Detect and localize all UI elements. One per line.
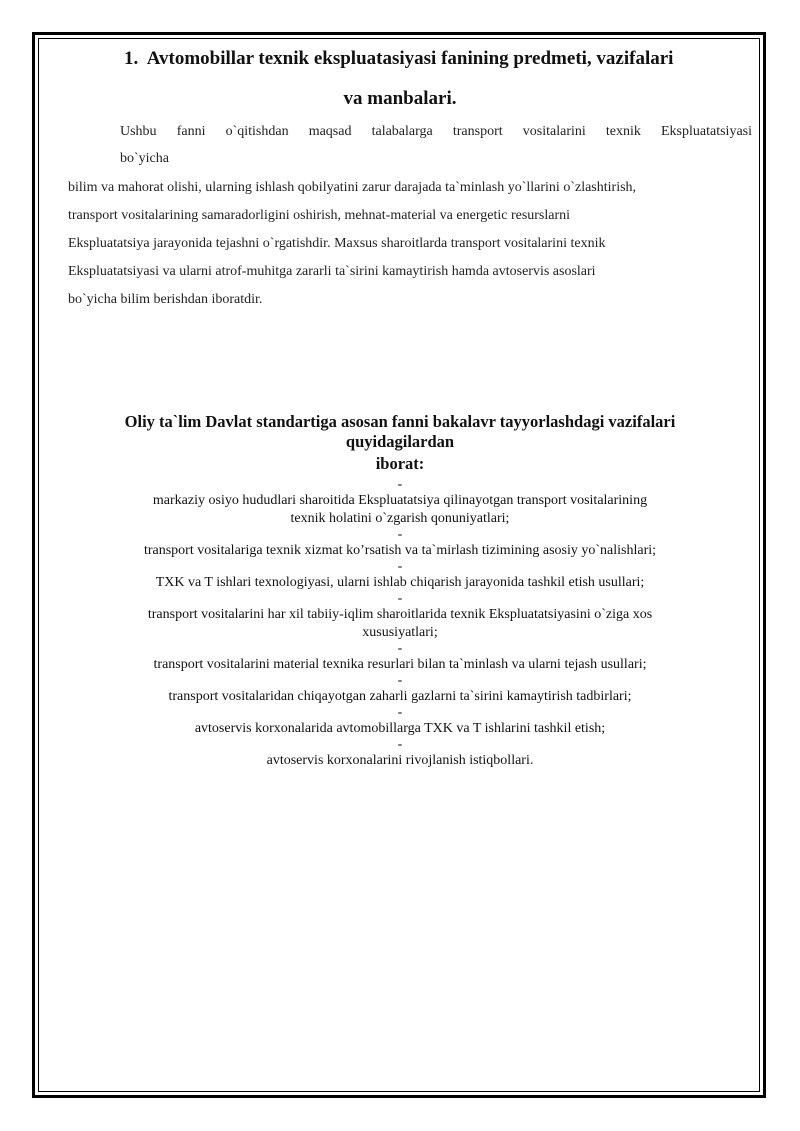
section-title-line1: Oliy ta`lim Davlat standartiga asosan fanni bakalavr tayyorlashdagi vazifalari: [124, 412, 676, 431]
chapter-title-text: Avtomobillar texnik ekspluatasiyasi fanining predmeti, vazifalari: [146, 48, 674, 69]
list-bullet: -: [397, 559, 403, 574]
list-item: [40, 560, 760, 592]
list-item: [40, 706, 760, 738]
list-item-text: avtoservis korxonalarida avtomobillarga TXK va T ishlarini tashkil etish;: [194, 721, 606, 736]
list-bullet: -: [397, 705, 403, 720]
list-bullet: -: [397, 527, 403, 542]
list-item: [40, 528, 760, 560]
intro-line-1: Ushbu fanni o`qitishdan maqsad talabalarga transport vositalarini texnik Ekspluatatsiyasi: [120, 124, 752, 139]
intro-line-7: bo`yicha bilim berishdan iboratdir.: [68, 292, 263, 307]
intro-paragraph: [68, 124, 752, 314]
list-item: [40, 592, 760, 642]
chapter-title-line2: va manbalari.: [343, 88, 457, 109]
intro-line-3: bilim va mahorat olishi, ularning ishlash qobilyatini zarur darajada ta`minlash yo`llarini o`zlashtirish,: [68, 180, 637, 195]
list-item-text: TXK va T ishlari texnologiyasi, ularni ishlab chiqarish jarayonida tashkil etish usullari;: [155, 575, 645, 590]
list-item: [40, 478, 760, 528]
list-bullet: -: [397, 673, 403, 688]
task-list: [40, 478, 760, 770]
list-item: [40, 674, 760, 706]
section-title-line3: iborat:: [375, 454, 425, 473]
list-item-text: transport vositalarini material texnika resurlari bilan ta`minlash va ularni tejash usullari;: [153, 657, 647, 672]
list-item-text: transport vositalariga texnik xizmat ko’rsatish va ta`mirlash tizimining asosiy yo`nalishlari;: [143, 543, 657, 558]
list-item-text: transport vositalarini har xil tabiiy-iqlim sharoitlarida texnik Ekspluatatsiyasini o`ziga xos: [147, 607, 653, 622]
list-bullet: -: [397, 477, 403, 492]
chapter-number: 1.: [124, 48, 139, 69]
list-item-text: avtoservis korxonalarini rivojlanish istiqbollari.: [266, 753, 534, 768]
intro-line-2: bo`yicha: [120, 151, 169, 166]
list-item-text: markaziy osiyo hududlari sharoitida Ekspluatatsiya qilinayotgan transport vositalarining: [152, 493, 648, 508]
list-bullet: -: [397, 591, 403, 606]
section-title-line2: quyidagilardan: [345, 432, 455, 451]
intro-line-6: Ekspluatatsiyasi va ularni atrof-muhitga zararli ta`sirini kamaytirish hamda avtoservis asoslari: [68, 264, 596, 279]
list-item-text: transport vositalaridan chiqayotgan zaharli gazlarni ta`sirini kamaytirish tadbirlari;: [168, 689, 632, 704]
list-item-text-continued: texnik holatini o`zgarish qonuniyatlari;: [290, 511, 510, 526]
chapter-title-line1: [124, 48, 754, 71]
list-item-text-continued: xususiyatlari;: [362, 625, 438, 640]
list-bullet: -: [397, 737, 403, 752]
intro-line-4: transport vositalarining samaradorligini oshirish, mehnat-material va energetic resurslarni: [68, 208, 571, 223]
list-item: [40, 642, 760, 674]
list-bullet: -: [397, 641, 403, 656]
intro-line-5: Ekspluatatsiya jarayonida tejashni o`rgatishdir. Maxsus sharoitlarda transport vositalarini texnik: [68, 236, 606, 251]
list-item: [40, 738, 760, 770]
